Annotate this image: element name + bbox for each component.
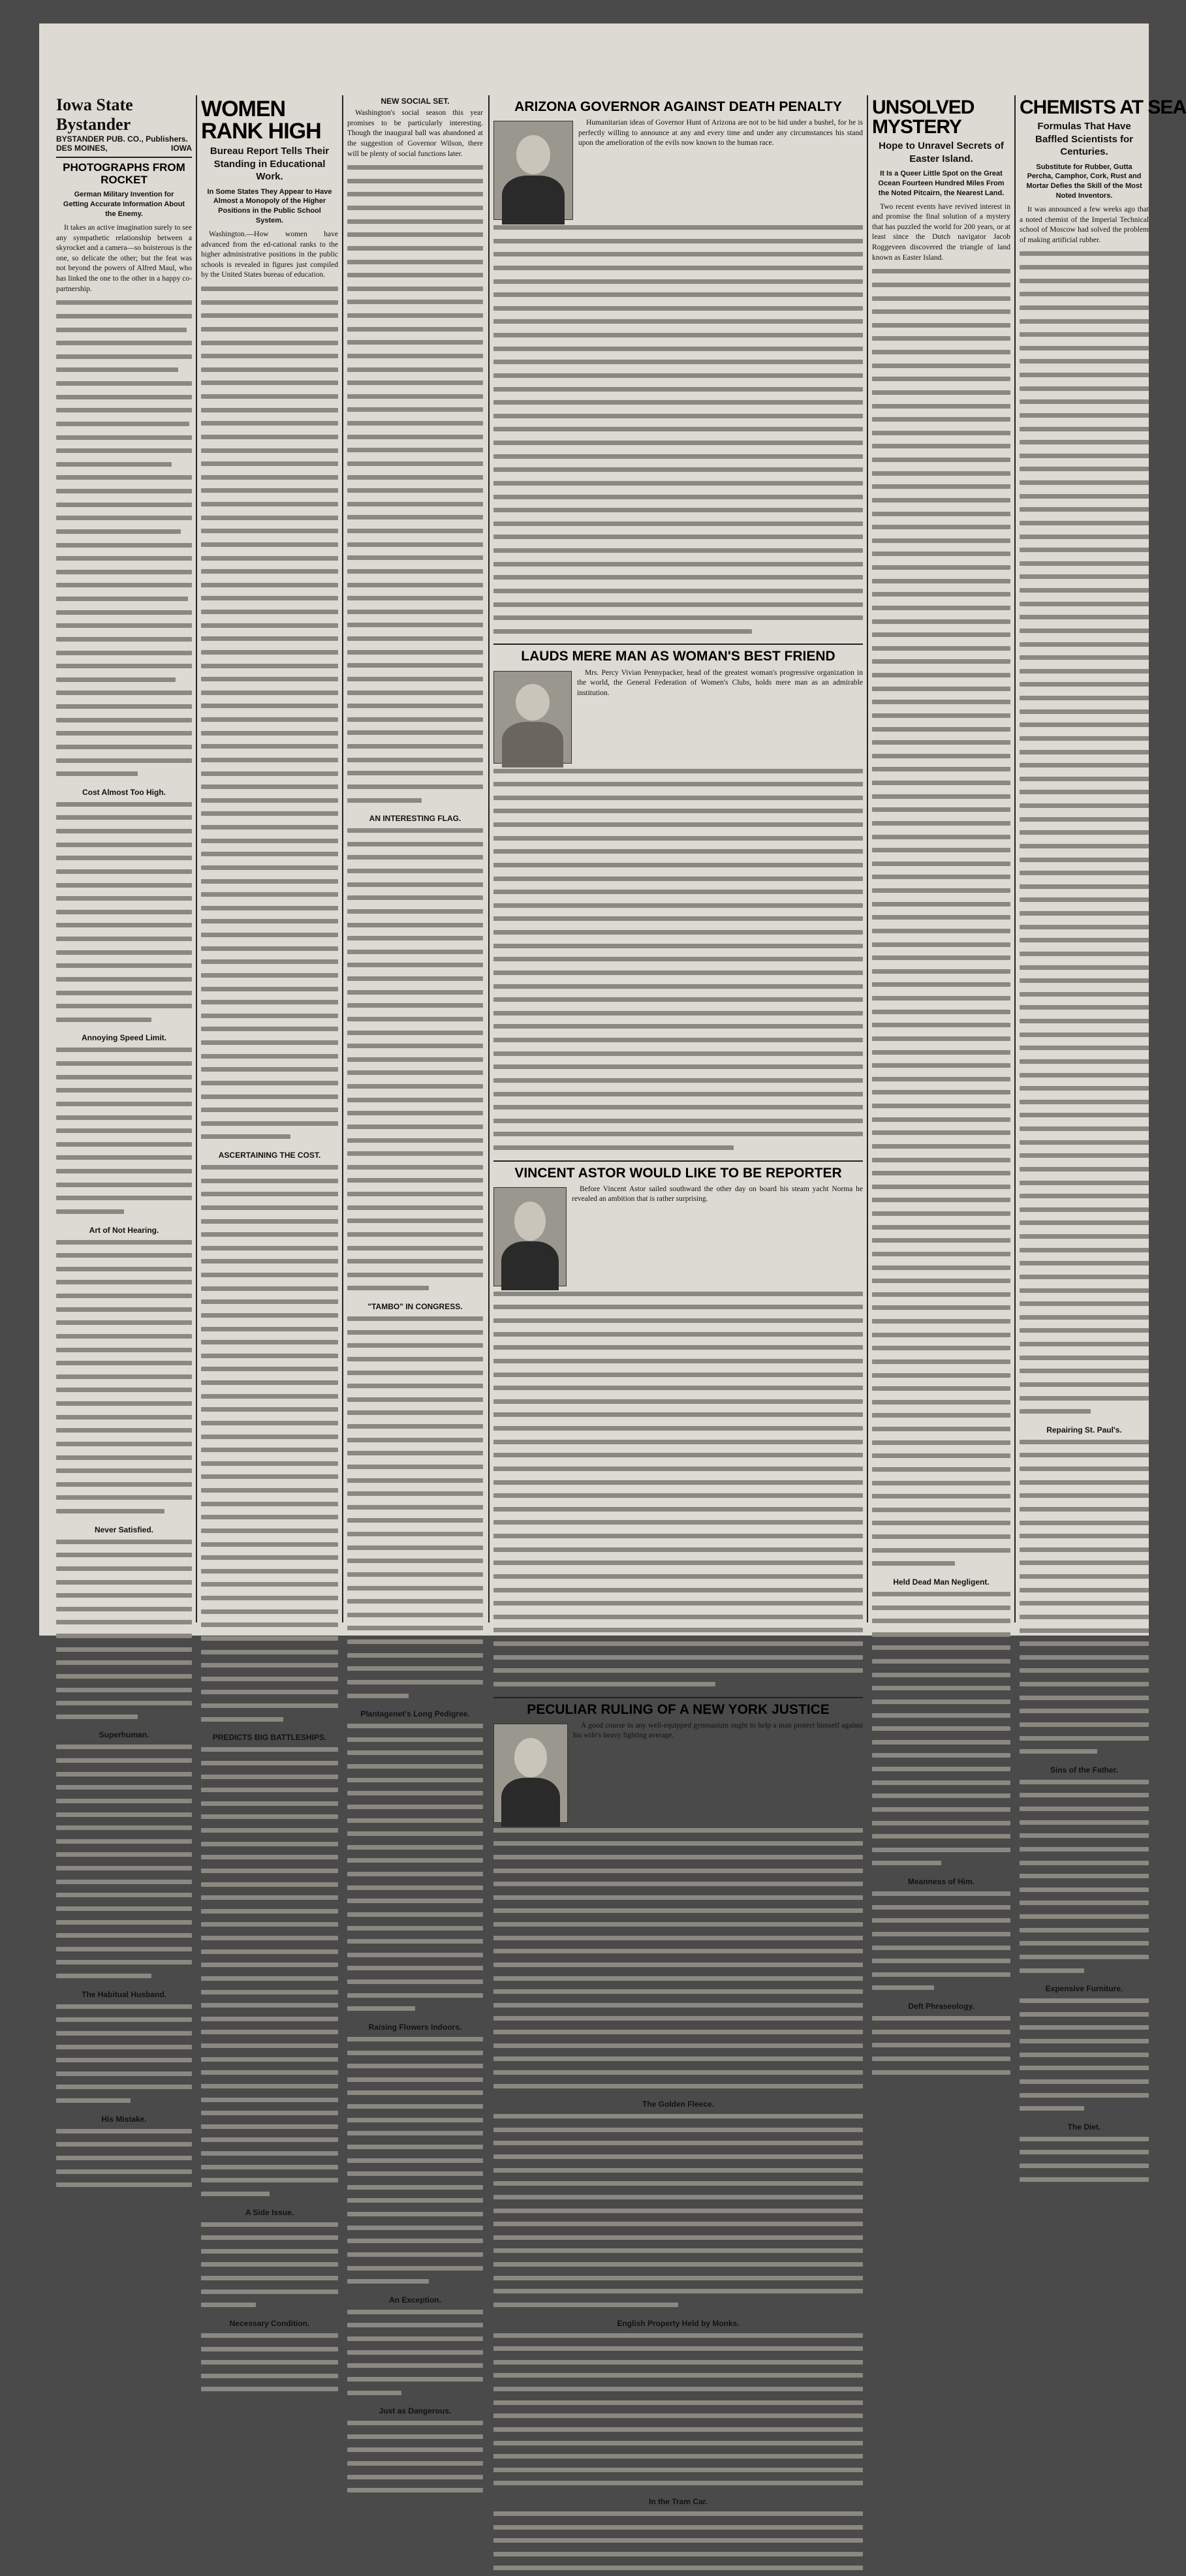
- subhead: English Property Held by Monks.: [617, 2318, 740, 2328]
- deck-rocket: German Military Invention for Getting Accurate Information About the Enemy.: [63, 191, 185, 219]
- body-pennypacker: Mrs. Percy Vivian Pennypacker, head of the greatest woman's progressive organization in the world, the General Federation of Women's Clubs, holds mere man as an admirable institution.: [577, 668, 863, 697]
- column-3: [347, 95, 483, 2499]
- subhead: Just as Dangerous.: [379, 2406, 452, 2416]
- subhead: The Golden Fleece.: [642, 2100, 715, 2109]
- text-block: [493, 2111, 863, 2313]
- text-block: [872, 1889, 1010, 1996]
- text-block: [56, 1237, 192, 1520]
- subhead: PREDICTS BIG BATTLESHIPS.: [212, 1733, 327, 1743]
- subhead: Sins of the Father.: [1050, 1765, 1118, 1775]
- subhead: Repairing St. Paul's.: [1046, 1425, 1122, 1435]
- column-2: [201, 95, 338, 2398]
- subhead-chemists: Formulas That Have Baffled Scientists for Centuries.: [1035, 121, 1134, 157]
- column-7: [1020, 95, 1186, 2188]
- text-block: [201, 284, 338, 1145]
- body-arizona: Humanitarian ideas of Governor Hunt of Arizona are not to be hid under a bushel, for he is perfectly willing to announce at any and every time and under any circumstances his stand upon the amelioration of the evils now known to the human race.: [578, 119, 863, 147]
- text-block: [201, 2331, 338, 2398]
- subhead: Art of Not Hearing.: [89, 1225, 159, 1235]
- subhead: Held Dead Man Negligent.: [893, 1577, 990, 1587]
- center-stories: [493, 95, 863, 2576]
- subhead: AN INTERESTING FLAG.: [369, 814, 461, 824]
- body-ny-justice: A good course in any well-equipped gymnasium ought to help a man protect himself against his wife's heavy fighting average.: [573, 1721, 863, 1740]
- text-block: [493, 2509, 863, 2576]
- subhead: The Habitual Husband.: [81, 1989, 166, 1999]
- story-arizona: [493, 99, 863, 640]
- text-block: [56, 2126, 192, 2194]
- text-block: [1020, 1777, 1149, 1979]
- headline-social: NEW SOCIAL SET.: [381, 97, 450, 106]
- deck-women: In Some States They Appear to Have Almost a Monopoly of the Higher Positions in the Public School System.: [207, 187, 332, 225]
- text-block: [347, 2418, 483, 2499]
- subhead: Necessary Condition.: [229, 2318, 310, 2328]
- headline-women: WOMEN RANK HIGH: [201, 97, 321, 144]
- subhead: An Exception.: [388, 2295, 441, 2304]
- text-block: [201, 2220, 338, 2314]
- text-block: [56, 298, 192, 783]
- subhead: Superhuman.: [99, 1730, 149, 1740]
- text-block: [1020, 249, 1149, 1420]
- subhead: Meanness of Him.: [907, 1877, 975, 1887]
- text-block: [201, 1162, 338, 1728]
- headline-ny-justice: PECULIAR RULING OF A NEW YORK JUSTICE: [527, 1701, 830, 1717]
- text-block: [347, 1721, 483, 2017]
- text-block: [1020, 2134, 1149, 2188]
- body-astor: Before Vincent Astor sailed southward the other day on board his steam yacht Norma he revealed an ambition that is rather surprising.: [572, 1185, 863, 1203]
- text-block: [872, 2013, 1010, 2081]
- story-pennypacker: [493, 649, 863, 1156]
- subhead: Cost Almost Too High.: [82, 787, 166, 797]
- divider: [493, 1160, 863, 1162]
- text-block: [347, 826, 483, 1297]
- text-block: [56, 1045, 192, 1220]
- subhead-women: Bureau Report Tells Their Standing in Educational Work.: [210, 146, 330, 182]
- portrait-mrs-pennypacker: [493, 671, 572, 764]
- body-mystery: Two recent events have revived interest in and promise the final solution of a mystery that has puzzled the world for 200 years, or at least since the Dutch navigator Jacob Roggeveen discovered the triangle of land known as Easter Island.: [872, 202, 1010, 262]
- subhead-mystery: Hope to Unravel Secrets of Easter Island.: [879, 140, 1004, 164]
- body-chemists: It was announced a few weeks ago that a noted chemist of the Imperial Technical school of Moscow had solved the problem of making artificial rubber.: [1020, 205, 1149, 244]
- body-women: Washington.—How women have advanced from the ed-cational ranks to the higher administrative positions in the public schools is revealed in figures just compiled by the United States bureau of education.: [201, 230, 338, 279]
- column-rule: [867, 95, 868, 1622]
- body-social: Washington's social season this year promises to be particularly interesting. Though the inaugural ball was abandoned at the suggestion of Governor Wilson, there will be plenty of social functions later.: [347, 109, 483, 158]
- masthead-place: DES MOINES, IOWA: [56, 144, 192, 153]
- subhead: Never Satisfied.: [94, 1525, 154, 1534]
- headline-astor: VINCENT ASTOR WOULD LIKE TO BE REPORTER: [514, 1165, 842, 1181]
- column-rule: [196, 95, 197, 1622]
- subhead: The Diet.: [1067, 2122, 1101, 2132]
- subhead: Raising Flowers Indoors.: [368, 2022, 462, 2032]
- text-block: [201, 1745, 338, 2202]
- headline-arizona: ARIZONA GOVERNOR AGAINST DEATH PENALTY: [514, 99, 842, 114]
- text-block: [56, 1742, 192, 1984]
- text-block: [347, 1314, 483, 1704]
- text-block: [347, 2307, 483, 2401]
- subhead: Expensive Furniture.: [1045, 1984, 1123, 1994]
- portrait-vincent-astor: [493, 1187, 567, 1286]
- story-ny-justice: [493, 1702, 863, 2576]
- deck-mystery: It Is a Queer Little Spot on the Great Ocean Fourteen Hundred Miles From the Noted Pitcairn, the Nearest Land.: [878, 170, 1005, 197]
- subhead: "TAMBO" IN CONGRESS.: [367, 1302, 463, 1311]
- subhead: In the Tram Car.: [648, 2497, 708, 2506]
- headline-chemists: CHEMISTS AT SEA: [1020, 97, 1186, 118]
- divider: [493, 1697, 863, 1698]
- text-block: [493, 2331, 863, 2492]
- divider: [56, 157, 192, 158]
- subhead: His Mistake.: [101, 2114, 147, 2124]
- body-rocket: It takes an active imagination surely to see any sympathetic relationship between a skyrocket and a camera—so boisterous is the one, so delicate the other; but the feat was not beyond the powers of Alfred Maul, who has linked the one to the other in a happy co-partnership.: [56, 223, 192, 293]
- text-block: [872, 1589, 1010, 1872]
- portrait-governor-hunt: [493, 121, 573, 220]
- text-block: [347, 2034, 483, 2290]
- column-1: [56, 95, 192, 2194]
- column-6: [872, 95, 1010, 2081]
- headline-pennypacker: LAUDS MERE MAN AS WOMAN'S BEST FRIEND: [521, 649, 835, 664]
- portrait-justice-amend: [493, 1724, 568, 1823]
- text-block: [1020, 1437, 1149, 1760]
- headline-rocket: PHOTOGRAPHS FROM ROCKET: [63, 161, 185, 186]
- column-rule: [1014, 95, 1016, 1622]
- masthead-title: Iowa State Bystander: [56, 95, 133, 134]
- story-astor: [493, 1166, 863, 1693]
- divider: [493, 644, 863, 645]
- text-block: [493, 152, 863, 640]
- subhead: Deft Phraseology.: [908, 2002, 975, 2011]
- subhead: Annoying Speed Limit.: [81, 1033, 166, 1043]
- column-rule: [342, 95, 343, 1622]
- text-block: [493, 702, 863, 1156]
- text-block: [56, 1537, 192, 1726]
- masthead-publisher: BYSTANDER PUB. CO., Publishers.: [56, 134, 188, 144]
- text-block: [56, 2002, 192, 2109]
- text-block: [56, 799, 192, 1029]
- deck-chemists: Substitute for Rubber, Gutta Percha, Camphor, Cork, Rust and Mortar Defies the Skill of the Most Noted Inventors.: [1026, 163, 1142, 200]
- subhead: A Side Issue.: [245, 2207, 294, 2217]
- subhead: ASCERTAINING THE COST.: [218, 1151, 321, 1160]
- headline-mystery: UNSOLVED MYSTERY: [872, 97, 975, 138]
- newspaper-page: [39, 23, 1186, 2506]
- subhead: Plantagenet's Long Pedigree.: [360, 1709, 470, 1719]
- column-rule: [488, 95, 490, 1622]
- text-block: [1020, 1996, 1149, 2117]
- text-block: [347, 163, 483, 809]
- text-block: [872, 266, 1010, 1572]
